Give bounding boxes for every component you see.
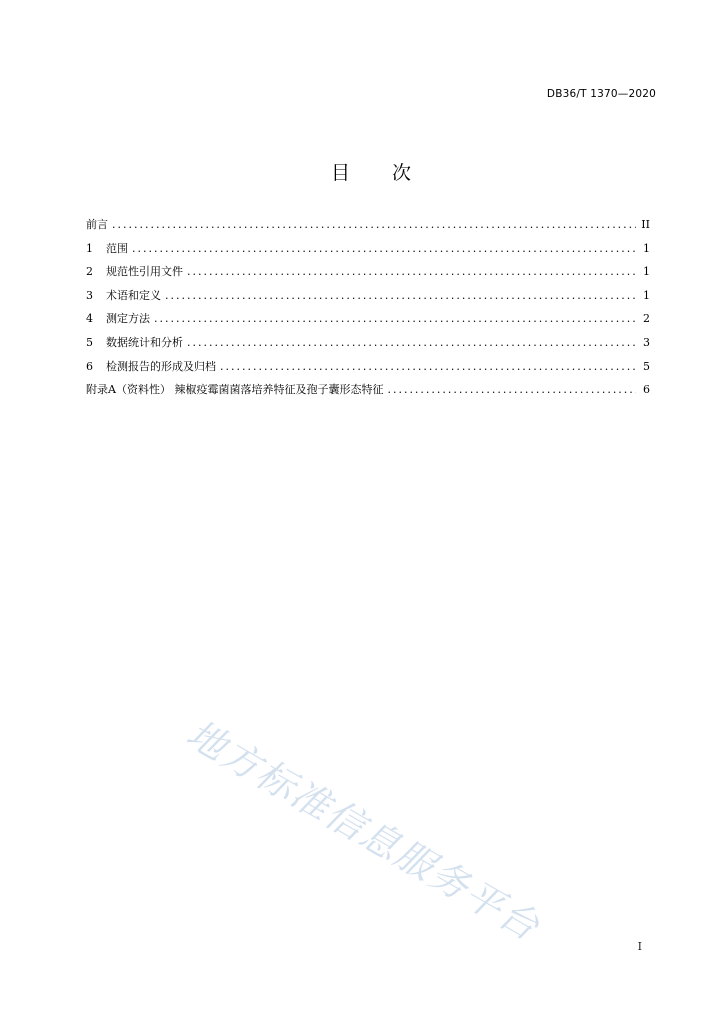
- toc-entry-page: II: [641, 218, 650, 231]
- toc-leader-dots: [165, 289, 636, 302]
- toc-entry-number: 2: [86, 265, 93, 279]
- standard-code: DB36/T 1370—2020: [546, 88, 656, 100]
- toc-entry-number: 3: [86, 288, 93, 302]
- toc-entry-label: 数据统计和分析: [106, 335, 183, 349]
- toc-entry-page: 1: [643, 288, 650, 302]
- toc-entry-label: 附录A（资料性） 辣椒疫霉菌菌落培养特征及孢子囊形态特征: [86, 383, 384, 397]
- table-of-contents: [86, 216, 650, 405]
- toc-entry-page: 3: [643, 335, 650, 349]
- toc-entry-page: 2: [643, 312, 650, 326]
- page-title: 目 次: [330, 162, 430, 184]
- toc-entry-methods[interactable]: [86, 310, 650, 334]
- toc-entry-terms-definitions[interactable]: [86, 287, 650, 311]
- toc-entry-normative-references[interactable]: [86, 263, 650, 287]
- toc-leader-dots: [187, 336, 636, 349]
- toc-leader-dots: [387, 383, 636, 396]
- toc-entry-number: 6: [86, 359, 93, 373]
- toc-entry-page: 5: [643, 359, 650, 373]
- page-number: I: [637, 940, 642, 953]
- toc-entry-label: 术语和定义: [106, 288, 161, 302]
- toc-leader-dots: [187, 265, 636, 278]
- toc-entry-number: 5: [86, 335, 93, 349]
- toc-entry-statistics[interactable]: [86, 334, 650, 358]
- toc-entry-label: 范围: [106, 241, 128, 255]
- watermark: 地方标准信息服务平台: [179, 711, 548, 950]
- toc-leader-dots: [220, 360, 636, 373]
- toc-entry-scope[interactable]: [86, 240, 650, 264]
- toc-entry-label: 规范性引用文件: [106, 265, 183, 279]
- toc-leader-dots: [112, 218, 636, 231]
- toc-entry-number: 4: [86, 312, 93, 326]
- toc-entry-report-archiving[interactable]: [86, 358, 650, 382]
- toc-entry-number: 1: [86, 241, 93, 255]
- toc-entry-label: 前言: [86, 218, 108, 231]
- toc-entry-page: 6: [643, 383, 650, 397]
- toc-leader-dots: [154, 312, 636, 325]
- toc-entry-foreword[interactable]: [86, 216, 650, 240]
- toc-entry-appendix-a[interactable]: [86, 381, 650, 405]
- toc-entry-label: 测定方法: [106, 312, 150, 326]
- toc-entry-page: 1: [643, 241, 650, 255]
- toc-leader-dots: [132, 242, 636, 255]
- toc-entry-page: 1: [643, 265, 650, 279]
- toc-entry-label: 检测报告的形成及归档: [106, 359, 216, 373]
